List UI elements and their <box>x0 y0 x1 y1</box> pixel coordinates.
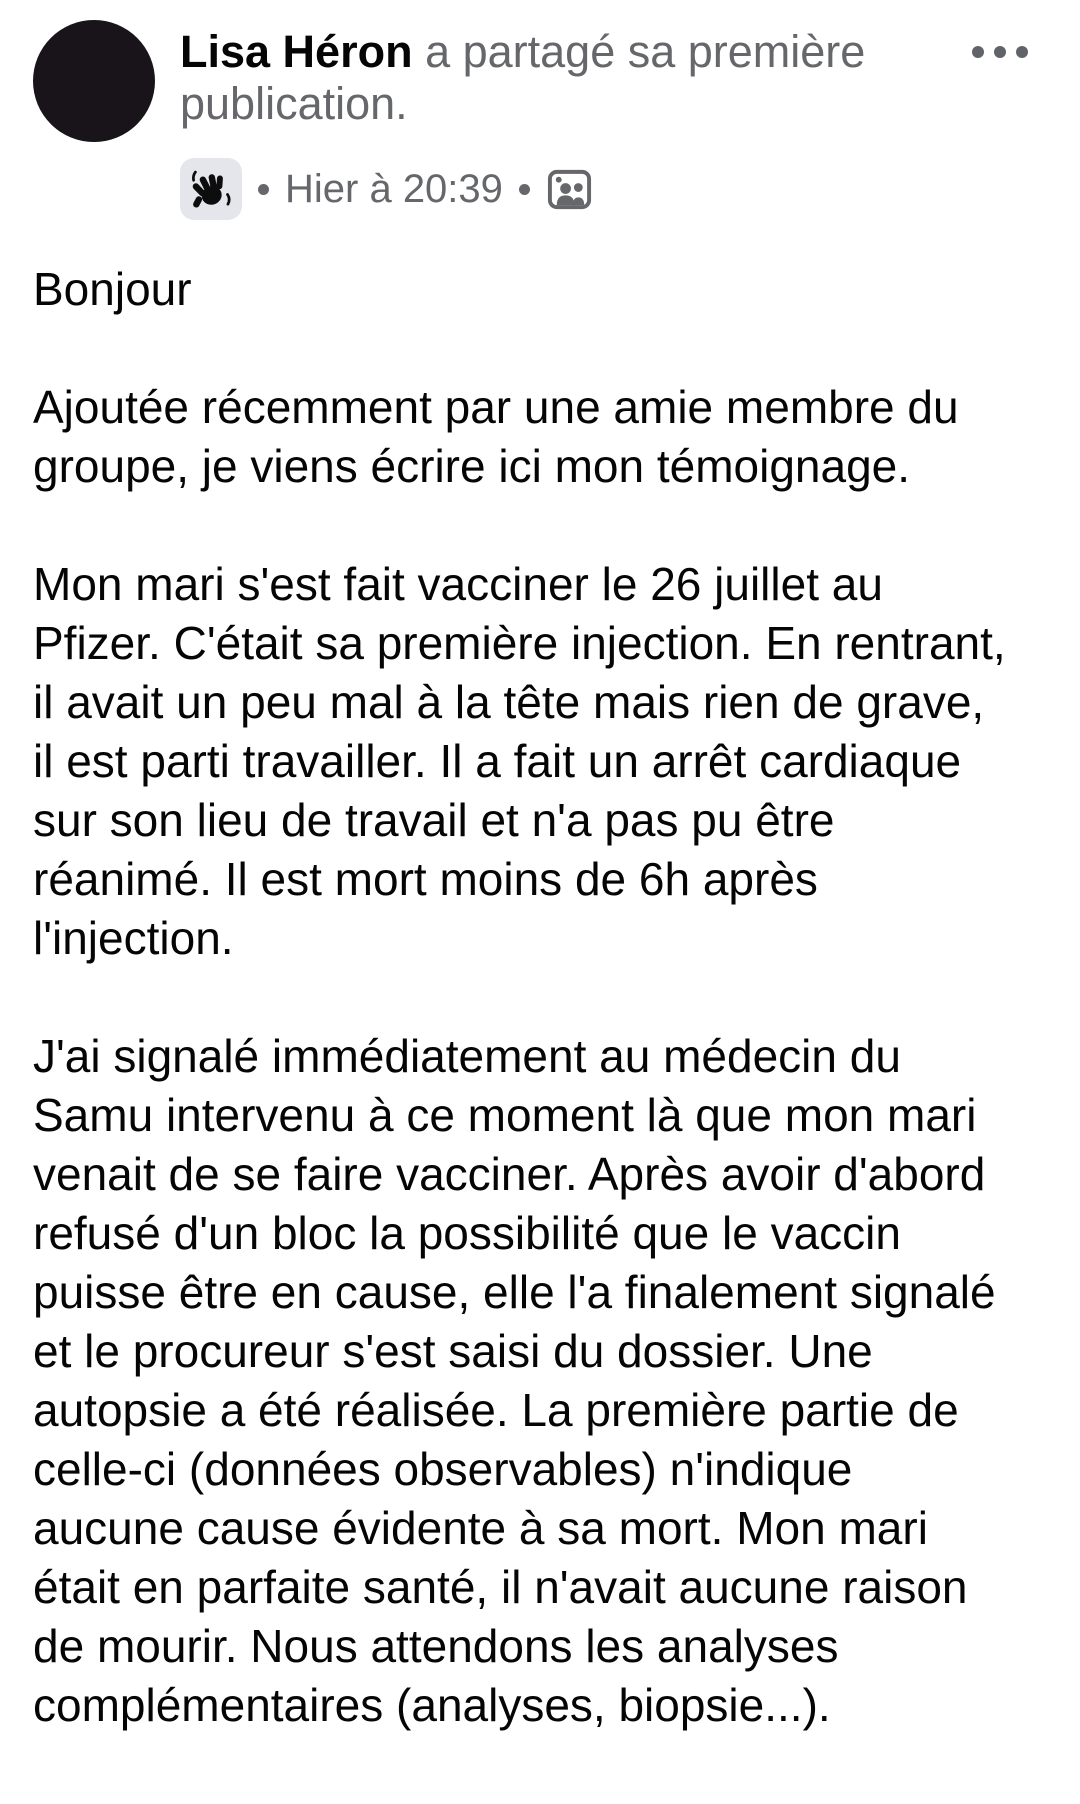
ellipsis-icon <box>994 46 1006 58</box>
more-options-button[interactable] <box>968 42 1032 62</box>
body-line: sur son lieu de travail et n'a pas pu être <box>33 794 835 846</box>
body-paragraph <box>33 378 1047 496</box>
body-line: aucune cause évidente à sa mort. Mon mari <box>33 1502 928 1554</box>
body-line: Pfizer. C'était sa première injection. En rentrant, <box>33 617 1006 669</box>
timestamp[interactable]: Hier à 20:39 <box>285 167 503 211</box>
body-line: l'injection. <box>33 912 234 964</box>
body-line: réanimé. Il est mort moins de 6h après <box>33 853 818 905</box>
body-paragraph <box>33 260 1047 319</box>
action-text: a partagé sa première publication. <box>180 26 866 129</box>
body-line: il avait un peu mal à la tête mais rien de grave, <box>33 676 985 728</box>
body-line: il est parti travailler. Il a fait un arrêt cardiaque <box>33 735 962 787</box>
ellipsis-icon <box>972 46 984 58</box>
post-meta-row <box>180 158 1080 220</box>
waving-hand-icon <box>189 167 233 211</box>
body-line: venait de se faire vacciner. Après avoir d'abord <box>33 1148 986 1200</box>
body-line: groupe, je viens écrire ici mon témoignage. <box>33 440 911 492</box>
dot-separator <box>519 184 530 195</box>
body-line: Samu intervenu à ce moment là que mon mari <box>33 1089 977 1141</box>
body-line: de mourir. Nous attendons les analyses <box>33 1620 839 1672</box>
post-header <box>0 0 1080 142</box>
body-line: J'ai signalé immédiatement au médecin du <box>33 1030 901 1082</box>
body-line: autopsie a été réalisée. La première partie de <box>33 1384 959 1436</box>
body-line: refusé d'un bloc la possibilité que le vaccin <box>33 1207 901 1259</box>
avatar[interactable] <box>33 20 155 142</box>
ellipsis-icon <box>1016 46 1028 58</box>
body-line: Bonjour <box>33 263 192 315</box>
body-paragraph <box>33 555 1047 968</box>
body-line: était en parfaite santé, il n'avait aucune raison <box>33 1561 968 1613</box>
group-privacy <box>546 166 593 213</box>
new-member-badge[interactable] <box>180 158 242 220</box>
body-line: celle-ci (données observables) n'indique <box>33 1443 853 1495</box>
body-line: complémentaires (analyses, biopsie...). <box>33 1679 831 1731</box>
author-name[interactable]: Lisa Héron <box>180 26 413 77</box>
group-icon <box>546 166 593 213</box>
body-line: et le procureur s'est saisi du dossier. Une <box>33 1325 873 1377</box>
body-line: Mon mari s'est fait vacciner le 26 juillet au <box>33 558 883 610</box>
body-line: Ajoutée récemment par une amie membre du <box>33 381 959 433</box>
dot-separator <box>258 184 269 195</box>
body-line: puisse être en cause, elle l'a finalement signalé <box>33 1266 996 1318</box>
post-body <box>0 260 1080 1735</box>
post-header-text <box>180 26 980 130</box>
body-paragraph <box>33 1027 1047 1735</box>
